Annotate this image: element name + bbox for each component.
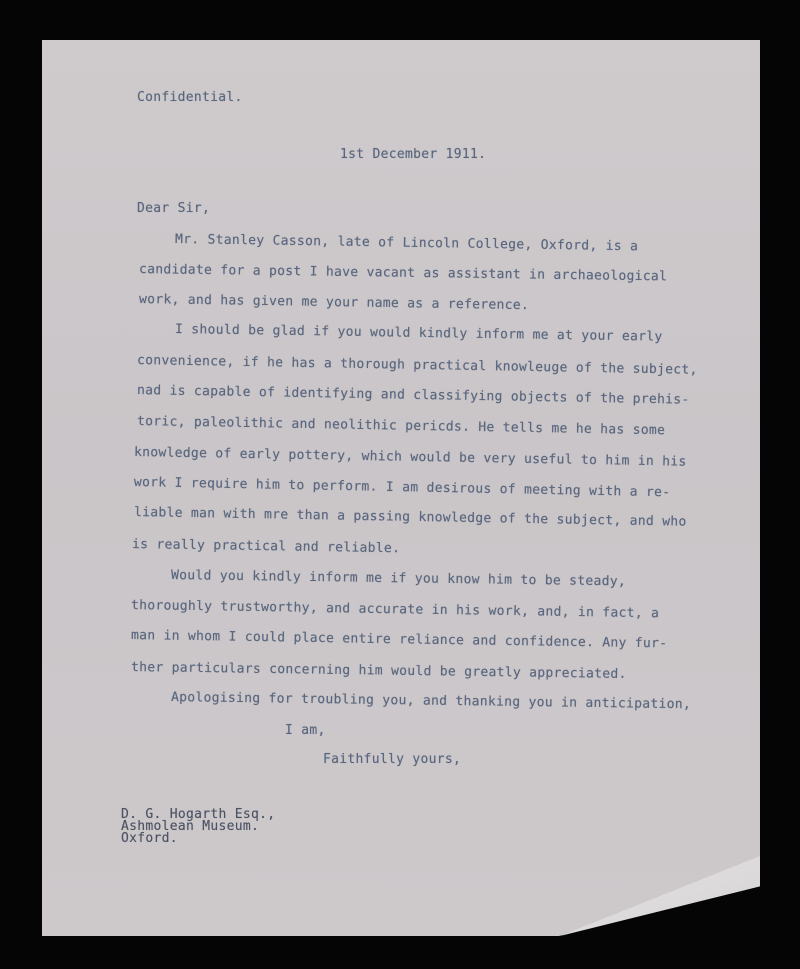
closing-faithfully: Faithfully yours,	[323, 752, 462, 767]
body-line-14: man in whom I could place entire reliance and confidence. Any fur-	[130, 628, 668, 652]
confidential-heading: Confidential.	[137, 90, 243, 105]
body-line-8: knowledge of early pottery, which would be very useful to him in his	[133, 445, 687, 470]
body-line-7: toric, paleolithic and neolithic pericds. He tells me he has some	[136, 414, 666, 439]
body-line-4: I should be glad if you would kindly inform me at your early	[174, 322, 663, 345]
body-line-15: ther particulars concerning him would be greatly appreciated.	[130, 660, 627, 682]
body-line-12: Would you kindly inform me if you know him to be steady,	[170, 568, 627, 590]
body-line-1: Mr. Stanley Casson, late of Lincoln College, Oxford, is a	[174, 232, 639, 255]
address-line-2: Ashmolean Museum.	[121, 819, 260, 834]
address-line-3: Oxford.	[121, 831, 178, 846]
closing-i-am: I am,	[285, 723, 326, 738]
salutation: Dear Sir,	[137, 201, 211, 216]
address-line-1: D. G. Hogarth Esq.,	[121, 807, 276, 822]
body-line-9: work I require him to perform. I am desirous of meeting with a re-	[133, 475, 671, 501]
body-line-11: is really practical and reliable.	[131, 537, 401, 557]
body-line-16: Apologising for troubling you, and thanking you in anticipation,	[170, 690, 692, 713]
letter-date: 1st December 1911.	[340, 147, 487, 162]
body-line-13: thoroughly trustworthy, and accurate in his work, and, in fact, a	[130, 598, 660, 622]
body-line-5: convenience, if he has a thorough practical knowleuge of the subject,	[136, 353, 698, 378]
body-line-2: candidate for a post I have vacant as assistant in archaeological	[138, 262, 668, 285]
body-line-10: liable man with mre than a passing knowledge of the subject, and who	[133, 505, 687, 530]
body-line-6: nad is capable of identifying and classifying objects of the prehis-	[136, 383, 690, 408]
body-line-3: work, and has given me your name as a reference.	[138, 292, 530, 314]
